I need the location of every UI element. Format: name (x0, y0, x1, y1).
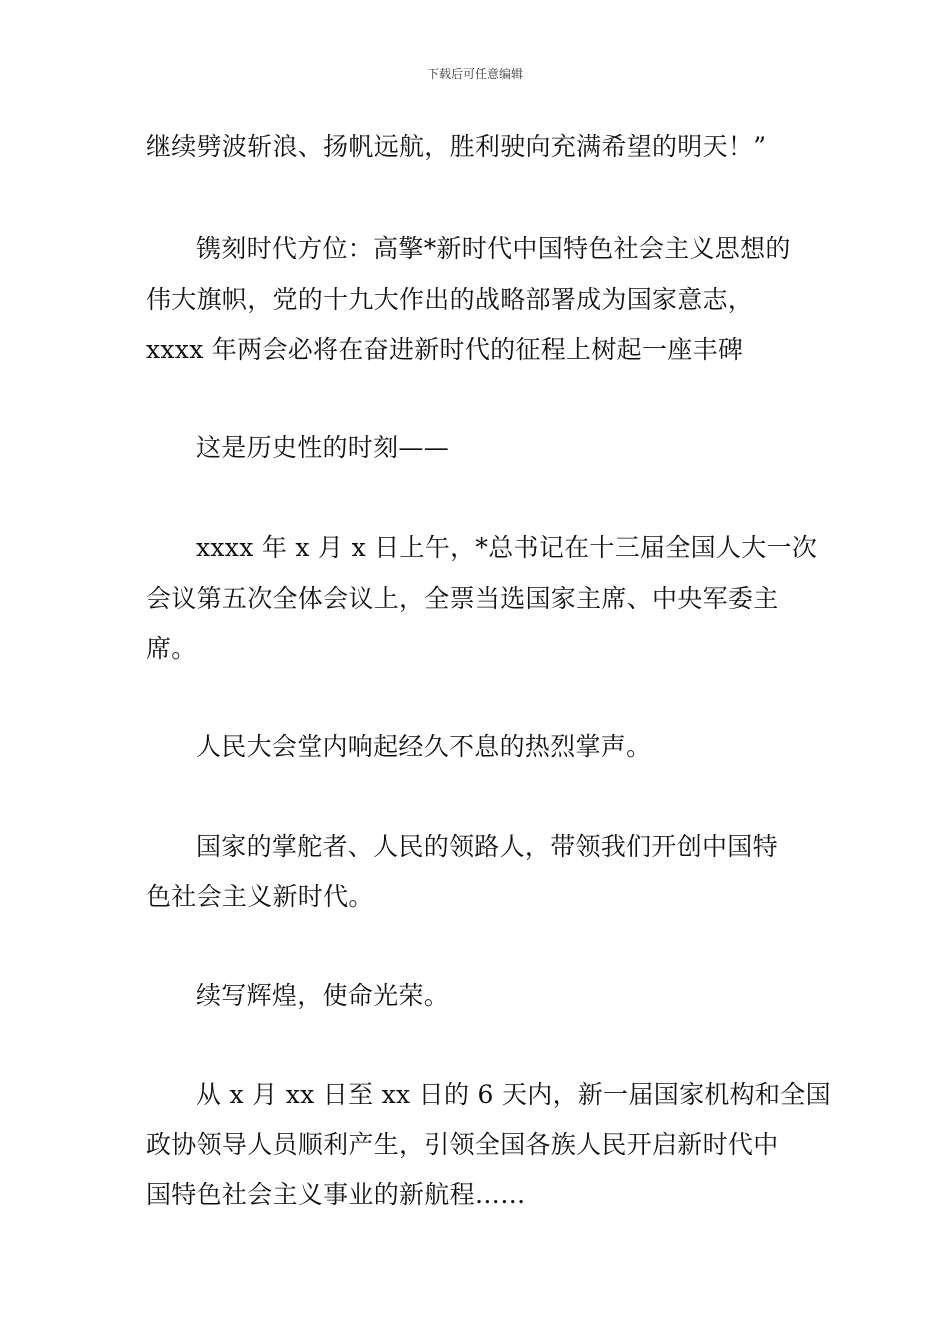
paragraph-line: 从 x 月 xx 日至 xx 日的 6 天内，新一届国家机构和全国 (196, 1080, 831, 1109)
paragraph-line: 镌刻时代方位：高擎*新时代中国特色社会主义思想的 (196, 234, 791, 263)
paragraph-line: 国家的掌舵者、人民的领路人，带领我们开创中国特 (196, 832, 778, 861)
paragraph-line: 人民大会堂内响起经久不息的热烈掌声。 (196, 732, 652, 761)
paragraph-line: xxxx 年两会必将在奋进新时代的征程上树起一座丰碑 (146, 335, 744, 364)
paragraph-line: 续写辉煌，使命光荣。 (196, 981, 450, 1010)
paragraph-line: 国特色社会主义事业的新航程…… (146, 1180, 526, 1209)
paragraph-line: 政协领导人员顺利产生，引领全国各族人民开启新时代中 (146, 1130, 779, 1159)
paragraph-line: 会议第五次全体会议上，全票当选国家主席、中央军委主 (146, 584, 779, 613)
paragraph-line: 继续劈波斩浪、扬帆远航，胜利驶向充满希望的明天！” (146, 132, 767, 161)
paragraph-line: xxxx 年 x 月 x 日上午，*总书记在十三届全国人大一次 (196, 533, 818, 562)
page-header: 下载后可任意编辑 (426, 67, 523, 81)
paragraph-line: 色社会主义新时代。 (146, 882, 374, 911)
paragraph-line: 伟大旗帜，党的十九大作出的战略部署成为国家意志， (146, 285, 754, 314)
paragraph-line: 席。 (146, 634, 197, 663)
paragraph-line: 这是历史性的时刻—— (196, 433, 450, 462)
